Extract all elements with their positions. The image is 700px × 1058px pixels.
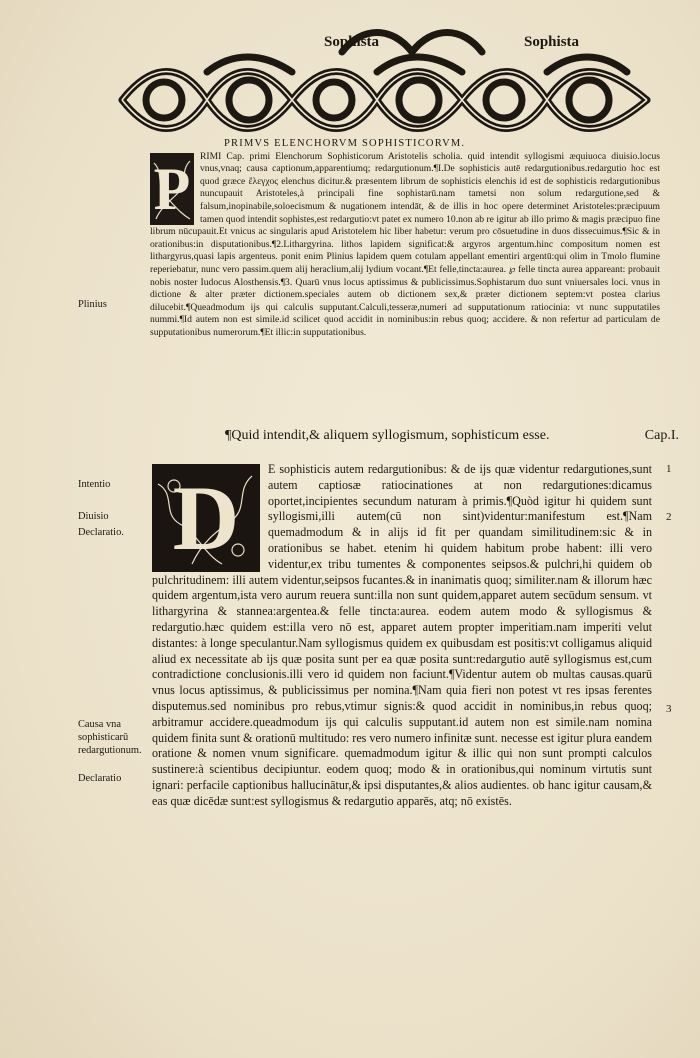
knotwork-ornament-band bbox=[112, 22, 657, 140]
margin-note-causa: Causa vna sophisticarū redargutionum. bbox=[78, 719, 142, 756]
margin-note-declaratio-2: Declaratio bbox=[78, 773, 122, 784]
running-head-left: Sophista bbox=[324, 34, 380, 50]
chapter-heading bbox=[225, 428, 685, 444]
chapter-title: ¶Quid intendit,& aliquem syllogismum, sophisticum esse. bbox=[225, 428, 550, 443]
running-head-right: Sophista bbox=[524, 34, 580, 50]
chapter-number: Cap.I. bbox=[644, 428, 679, 443]
decorated-initial-p bbox=[150, 153, 194, 225]
decorated-initial-d bbox=[152, 464, 260, 572]
margin-note-diuisio: Diuisio bbox=[78, 511, 109, 522]
initial-letter-d: D bbox=[172, 467, 240, 569]
margin-note-declaratio-1: Declaratio. bbox=[78, 527, 124, 538]
section-number-2: 2 bbox=[666, 511, 672, 523]
section-number-1: 1 bbox=[666, 463, 672, 475]
main-text-block bbox=[152, 462, 652, 810]
margin-note-intentio: Intentio bbox=[78, 479, 111, 490]
commentary-block bbox=[150, 138, 660, 340]
commentary-title: PRIMVS ELENCHORVM SOPHISTICORVM. bbox=[224, 138, 466, 149]
commentary-text: RIMI Cap. primi Elenchorum Sophisticorum Aristotelis scholia. quid intendit syllogismi æquiuoca diuisio.locus vnus,vnaq; causa captionum,apparentiumq; redargutionum.¶I.De sophisticis autē redargutionibus.redargutio hoc est quod græce ἔλεγχος elenchus dicitur.& præsentem librum de sophisticis elenchis id est de sophisticis redargutionibus nuncupauit Aristoteles,à principali fine sophistarū.nam tametsi non solum redargutione,sed & falsum,inopinabile,soloecismum & nugationem intendāt, & de illis in hoc opere determinet Aristoteles:præcipuum tamen quod intendit sophistes,est redargutio:vt patet ex numero 10.non ab re igitur ab illo primo & magis præcipuo fine librum nūcupauit.Et vnicus ac singularis apud Aristotelem hic liber habetur: verum pro cōsuetudine in duos dissecuimus.¶Sic & in orationibus:in disputationibus.¶2.Lithargyrina. lithos lapidem significat:& argyros argentum.hinc compositum nomen est lithargyrus,quasi lapis argenteus. ponit enim Plinius lapidem quem cotulam appellant ementiri argentū:qui olim in Tmolo flumine reperiebatur, nunc vero passim.quem alij heraclium,alij lydium vocant.¶Et felle,tincta:aurea. ℘ felle tincta aurea appareant: probauit nobis noster Iudocus Alosthensis.¶3. Quarū vnus locus aptissimus & publicissimus.Sophistarum duo sunt vniuersales loci. vnus in dictione & alter præter dictionem.speciales autem ob dictionem sex,& præter dictionem septem:vt postea clarius dilucebit.¶Queadmodum ijs qui calculis supputant.Calculi,tesseræ,numeri ad supputationum ratiocinia: vt nunc supputatiles nummi.¶Id autem non est simile.id scilicet quod accidit in nominibus:in rebus quoq; accidere. & non refertur ad particulam de supputationibus numerorum.¶Et illic:in supputationibus. bbox=[150, 150, 660, 338]
main-text: E sophisticis autem redargutionibus: & de ijs quæ videntur redargutiones,sunt autem captiosæ ratiocinationes at non redargutiones:dicamus oportet,incipientes secundum naturam à primis.¶Quòd igitur hi quidem sunt syllogismi,illi autem(cū non sint)videntur:manifestum est.¶Nam quemadmodum & in alijs id fit per quandam similitudinem:sic & in orationibus se habet. etenim hi quidem habitum probe habent: illi vero videntur,ex tribu tumentes & componentes seipsos.& pulchri,hi quidem ob pulchritudinem: illi autem videntur,seipsos fucantes.& in inanimatis quoq; similiter.nam & illorum hæc quidem argentum,ista vero aurum reuera sunt:illa non sunt quidem,apparet autem secūdum sensum. vt lithargyrina & stannea:argentea.& felle tincta:aurea. eodem autem modo & syllogismus & redargutio.hæc quidem est:illa vero nō est, apparet autem propter imperitiam.nam imperiti velut distantes: à longe speculantur.Nam syllogismus quidem ex quibusdam est positis:vt colligamus aliquid aliud ex necessitate ab ijs quæ posita sunt per ea quæ posita sunt:redargutio autē syllogismus est,cum contradictione conclusionis.illi vero id quidem non faciunt.¶Videntur autem ob multas causas.quarū vnus locus aptissimus, & publicissimus per nomina.¶Nam quia fieri non potest vt res ipsas ferentes disputemus.sed nominibus pro rebus,vtimur signis:& quod accidit in nominibus,in rebus quoq; arbitramur accidere.queadmodum ijs qui calculis supputant.id autem non est simile.nam nomina quidem finita sunt & orationū multitudo: res vero numero infinitæ sunt. necesse est igitur plura eandem oratione & nomen vnum significare. quemadmodum igitur & illic qui non sunt prompti calculos sustinere:à scientibus decipiuntur. eodem quoq; modo & in orationibus,qui nominum virtutis sunt ignari: perfacile captionibus hallucinātur,& ipsi disputantes,& alios audientes. ob hanc igitur causam,& eas quæ dicēdæ sunt:est syllogismus & redargutio apparēs, atq; nō existēs. bbox=[152, 462, 652, 808]
initial-letter: P bbox=[153, 155, 191, 222]
section-number-3: 3 bbox=[666, 703, 672, 715]
margin-note-plinius: Plinius bbox=[78, 299, 107, 310]
